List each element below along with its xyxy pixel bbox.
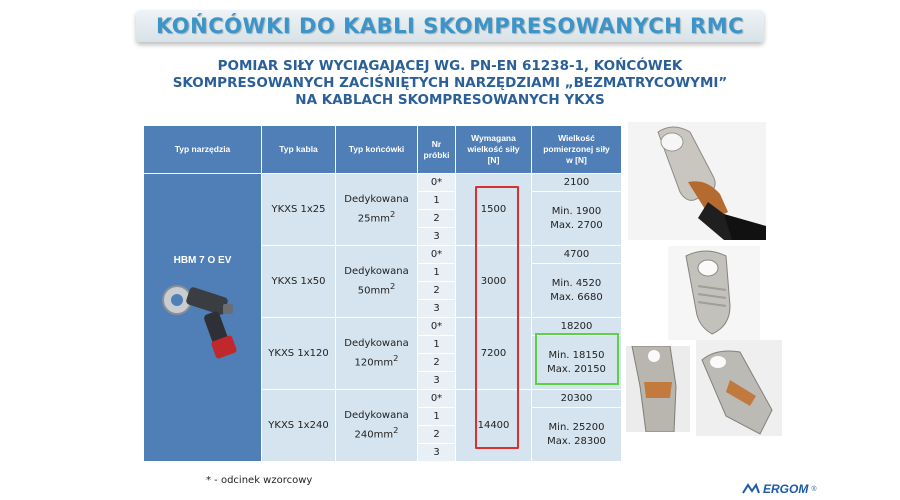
sample-no-cell: 3 [418, 300, 456, 318]
sample-no-cell: 1 [418, 408, 456, 426]
header-measured-force: Wielkość pomierzonej siły w [N] [532, 126, 622, 174]
header-sample-no: Nr próbki [418, 126, 456, 174]
brand-logo [742, 482, 817, 496]
sample-no-cell: 1 [418, 192, 456, 210]
measured-range-highlight [535, 333, 619, 385]
header-cable-type: Typ kabla [262, 126, 336, 174]
reference-force-cell: 20300 [532, 390, 622, 408]
cable-type-cell: YKXS 1x240 [262, 390, 336, 462]
sample-no-cell: 0* [418, 246, 456, 264]
table-row [144, 174, 622, 192]
sample-no-cell: 0* [418, 174, 456, 192]
sample-no-cell: 3 [418, 444, 456, 462]
tool-name: HBM 7 O EV [173, 255, 232, 266]
terminal-type-cell: Dedykowana $240mm^2$ [336, 390, 418, 462]
header-tool-type: Typ narzędzia [144, 126, 262, 174]
measured-range-cell: Min. 18150 Max. 20150 [532, 336, 622, 390]
sample-no-cell: 1 [418, 264, 456, 282]
sample-no-cell: 2 [418, 354, 456, 372]
subtitle-line: SKOMPRESOWANYCH ZACIŚNIĘTYCH NARZĘDZIAMI „BEZMATRYCOWYMI” [172, 75, 728, 91]
reference-force-cell: 2100 [532, 174, 622, 192]
sample-no-cell: 1 [418, 336, 456, 354]
crimping-tool-image [153, 278, 253, 373]
pull-out-force-table [143, 125, 622, 462]
title-banner [136, 10, 764, 42]
sample-no-cell: 0* [418, 318, 456, 336]
terminal-type-cell: Dedykowana $50mm^2$ [336, 246, 418, 318]
subtitle-line: POMIAR SIŁY WYCIĄGAJĄCEJ WG. PN-EN 61238-1, KOŃCÓWEK [217, 58, 683, 74]
crimped-lug-on-cable-image [628, 122, 766, 240]
slide-title: KOŃCÓWKI DO KABLI SKOMPRESOWANYCH RMC [155, 14, 745, 38]
slide-subtitle [130, 58, 770, 109]
sample-no-cell: 3 [418, 228, 456, 246]
cable-type-cell: YKXS 1x25 [262, 174, 336, 246]
ergom-logo-icon [742, 483, 760, 495]
required-force-cell: 1500 [456, 174, 532, 246]
sample-no-cell: 0* [418, 390, 456, 408]
registered-mark: ® [811, 485, 817, 493]
terminal-type-cell: Dedykowana $25mm^2$ [336, 174, 418, 246]
header-required-force: Wymagana wielkość siły [N] [456, 126, 532, 174]
cable-type-cell: YKXS 1x50 [262, 246, 336, 318]
measured-range-cell: Min. 4520 Max. 6680 [532, 264, 622, 318]
sample-no-cell: 2 [418, 210, 456, 228]
lug-image [668, 246, 760, 340]
terminal-type-cell: Dedykowana $120mm^2$ [336, 318, 418, 390]
cut-lug-image-right [696, 340, 782, 436]
required-force-cell: 14400 [456, 390, 532, 462]
sample-no-cell: 3 [418, 372, 456, 390]
subtitle-line: NA KABLACH SKOMPRESOWANYCH YKXS [295, 92, 605, 108]
cable-type-cell: YKXS 1x120 [262, 318, 336, 390]
required-force-cell: 7200 [456, 318, 532, 390]
sample-no-cell: 2 [418, 426, 456, 444]
footnote: * - odcinek wzorcowy [206, 475, 313, 486]
reference-force-cell: 18200 [532, 318, 622, 336]
table-header-row [144, 126, 622, 174]
measured-range-cell: Min. 1900 Max. 2700 [532, 192, 622, 246]
required-force-cell: 3000 [456, 246, 532, 318]
logo-text: ERGOM [763, 482, 809, 496]
cut-lug-image-left [626, 346, 690, 432]
sample-no-cell: 2 [418, 282, 456, 300]
required-force-highlight [475, 186, 519, 449]
header-terminal-type: Typ końcówki [336, 126, 418, 174]
reference-force-cell: 4700 [532, 246, 622, 264]
measured-range-cell: Min. 25200 Max. 28300 [532, 408, 622, 462]
tool-cell [144, 174, 262, 462]
